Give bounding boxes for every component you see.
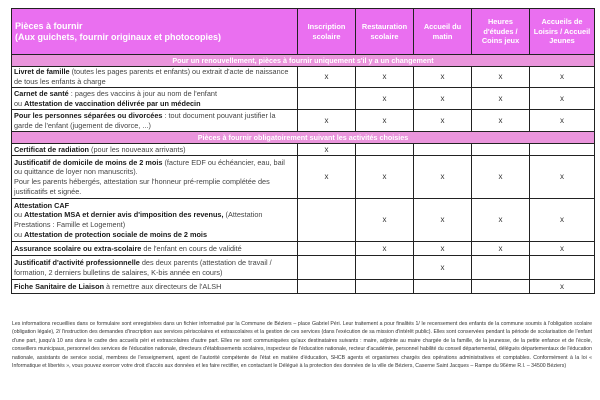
mark-cell: x: [356, 242, 414, 256]
row-detail: : pages des vaccins à jour au nom de l'enfant: [68, 88, 217, 98]
mark-cell: x: [356, 88, 414, 110]
mark-cell: x: [414, 256, 472, 280]
mark-cell: [298, 88, 356, 110]
row-detail: à remettre aux directeurs de l'ALSH: [104, 281, 222, 291]
column-header-restauration: Restauration scolaire: [356, 9, 414, 55]
row-description: [12, 156, 298, 199]
section-band-label: Pièces à fournir obligatoirement suivant les activités choisies: [12, 132, 595, 144]
table-row-certificat-radiation: [12, 144, 595, 156]
row-title: Livret de famille: [14, 67, 70, 77]
documents-table: [11, 8, 595, 294]
mark-cell: x: [298, 110, 356, 132]
row-description: [12, 110, 298, 132]
mark-cell: x: [356, 67, 414, 88]
column-header-accueils-loisirs: Accueils de Loisirs / Accueil Jeunes: [530, 9, 595, 55]
mark-cell: [356, 280, 414, 294]
mark-cell: [472, 280, 530, 294]
row-description: [12, 256, 298, 280]
row-title: Carnet de santé: [14, 88, 69, 98]
row-detail: (Attestation Prestations : Famille et Logement): [14, 210, 263, 229]
column-header-accueil-matin: Accueil du matin: [414, 9, 472, 55]
row-detail: (facture EDF ou échéancier, eau, bail ou quittance de loyer non manuscrits).: [14, 157, 285, 177]
mark-cell: x: [472, 110, 530, 132]
header-subtitle: (Aux guichets, fournir originaux et photocopies): [15, 31, 222, 42]
row-title: Attestation CAF: [14, 200, 70, 210]
mark-cell: x: [530, 88, 595, 110]
table-row-fiche-sanitaire: [12, 280, 595, 294]
table-row-justificatif-domicile: [12, 156, 595, 199]
table-row-attestation-caf: [12, 199, 595, 242]
row-title: Justificatif d'activité professionnelle: [14, 257, 140, 267]
mark-cell: x: [530, 156, 595, 199]
header-title-cell: [12, 9, 298, 55]
mark-cell: [414, 144, 472, 156]
row-description: [12, 88, 298, 110]
column-header-heures-etudes: Heures d'études / Coins jeux: [472, 9, 530, 55]
mark-cell: x: [472, 242, 530, 256]
mark-cell: x: [414, 88, 472, 110]
mark-cell: [530, 256, 595, 280]
row-alt-title: Attestation de protection sociale de moins de 2 mois: [24, 229, 208, 239]
mark-cell: x: [530, 67, 595, 88]
mark-cell: [530, 144, 595, 156]
mark-cell: [356, 144, 414, 156]
row-detail: : tout document pouvant justifier la garde de l'enfant (jugement de divorce, ...): [14, 110, 276, 130]
row-detail-extra: Pour les parents hébergés, attestation sur l'honneur pré-remplie complétée des justificatifs et signée.: [14, 177, 270, 196]
row-detail: (pour les nouveaux arrivants): [89, 144, 186, 154]
header-title: Pièces à fournir: [15, 20, 83, 31]
column-header-inscription: Inscription scolaire: [298, 9, 356, 55]
table-row-activite-professionnelle: [12, 256, 595, 280]
mark-cell: [356, 256, 414, 280]
section-band-mandatory: [12, 132, 595, 144]
mark-cell: [298, 256, 356, 280]
mark-cell: x: [298, 144, 356, 156]
legal-notice: Les informations recueillies dans ce formulaire sont enregistrées dans un fichier informatisé par la Commune de Béziers – place Gabriel Péri. Leur traitement a pour finalités 1/ le recensement des enfants de la commune soumis à l'obligation scolaire (obligation légale), 2/ l'instruction des demandes d'inscription aux services périscolaires et extrascolaires et la gestion de ces services (dans l'exécution de sa mission d'intérêt public). Elles sont conservées pendant la période de scolarisation de l'enfant d'une part, jusqu'à 10 ans dans le cadre des accueils péri et extrascolaires d'autre part. Elles ne sont communiquées qu'aux destinataires suivants : maire, adjointe au maire chargée de la famille, de la jeunesse, de la petite enfance et de l'école, conseillers municipaux, personnel des services de l'éducation nationale, directeurs d'établissements scolaires, inspecteur de l'éducation nationale, recteur d'académie, personnel habilité du conseil départemental, délégués départementaux de l'éducation nationale, assistants de service social, membres de l'enseignement, agent de l'autorité compétente de l'état en matière d'éducation, SHCB agents et organismes chargés des opérations administratives et comptables. Conformément à la loi « Informatique et libertés », vous pouvez exercer votre droit d'accès aux données et les faire rectifier, en contactant le Délégué à la protection des données de la ville de Béziers, Caserne Saint Jacques – Rampe du 96ème R.I. – 34500 Béziers): [12, 321, 592, 370]
mark-cell: x: [530, 280, 595, 294]
row-alt-title: Attestation de vaccination délivrée par un médecin: [24, 98, 201, 108]
row-detail: des deux parents (attestation de travail / formation, 2 derniers bulletins de salaires, K-bis année en cours): [14, 257, 272, 277]
mark-cell: x: [356, 199, 414, 242]
mark-cell: x: [356, 156, 414, 199]
row-connector: ou: [14, 229, 25, 239]
row-connector: ou: [14, 210, 25, 220]
mark-cell: x: [356, 110, 414, 132]
row-alt-title: Attestation MSA et dernier avis d'imposition des revenus,: [24, 210, 224, 220]
table-row-livret-famille: [12, 67, 595, 88]
row-description: [12, 144, 298, 156]
mark-cell: [298, 280, 356, 294]
mark-cell: x: [472, 156, 530, 199]
mark-cell: x: [472, 88, 530, 110]
row-description: [12, 242, 298, 256]
mark-cell: x: [414, 242, 472, 256]
mark-cell: x: [472, 199, 530, 242]
row-connector: ou: [14, 98, 25, 108]
mark-cell: x: [298, 67, 356, 88]
mark-cell: x: [414, 199, 472, 242]
mark-cell: x: [414, 67, 472, 88]
header-row: [12, 9, 595, 55]
row-detail: (toutes les pages parents et enfants) ou extrait d'acte de naissance de tous les enfants à charge: [14, 67, 289, 86]
section-band-renewal: [12, 55, 595, 67]
section-band-label: Pour un renouvellement, pièces à fournir uniquement s'il y a un changement: [12, 55, 595, 67]
mark-cell: [298, 242, 356, 256]
table-row-carnet-sante: [12, 88, 595, 110]
row-title: Justificatif de domicile de moins de 2 mois: [14, 157, 163, 167]
mark-cell: x: [298, 156, 356, 199]
mark-cell: [414, 280, 472, 294]
mark-cell: [472, 144, 530, 156]
mark-cell: x: [472, 67, 530, 88]
mark-cell: x: [414, 110, 472, 132]
mark-cell: [298, 199, 356, 242]
row-title: Pour les personnes séparées ou divorcées: [14, 110, 163, 120]
row-detail: de l'enfant en cours de validité: [141, 243, 242, 253]
mark-cell: x: [414, 156, 472, 199]
row-title: Assurance scolaire ou extra-scolaire: [14, 243, 142, 253]
mark-cell: x: [530, 110, 595, 132]
row-description: [12, 199, 298, 242]
mark-cell: x: [530, 242, 595, 256]
mark-cell: x: [530, 199, 595, 242]
row-description: [12, 67, 298, 88]
row-title: Certificat de radiation: [14, 144, 90, 154]
table-row-personnes-separees: [12, 110, 595, 132]
row-title: Fiche Sanitaire de Liaison: [14, 281, 105, 291]
row-description: [12, 280, 298, 294]
table-row-assurance-scolaire: [12, 242, 595, 256]
mark-cell: [472, 256, 530, 280]
